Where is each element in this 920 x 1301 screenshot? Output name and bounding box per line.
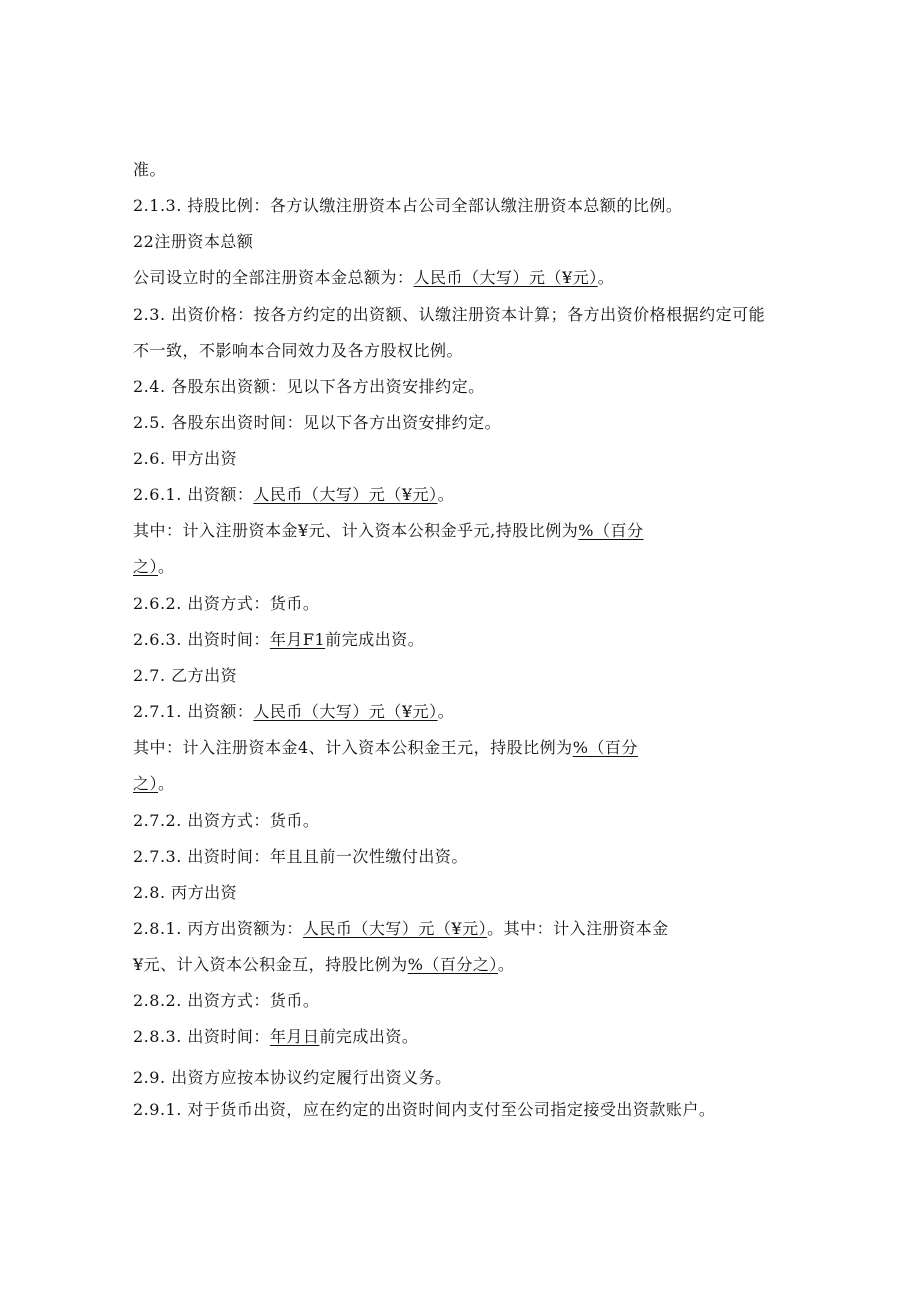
blank-field: %（百分 <box>578 521 644 540</box>
line-text: 2.7.1. 出资额： <box>133 702 254 721</box>
line-text: 。其中：计入注册资本金 <box>487 919 669 938</box>
section-heading: 22注册资本总额 <box>133 232 254 251</box>
text-line-13 <box>133 594 319 614</box>
line-text: 2.4. 各股东出资额：见以下各方出资安排约定。 <box>133 377 485 396</box>
text-line-17 <box>133 738 638 758</box>
blank-field: %（百分之） <box>407 955 498 974</box>
line-text: 其中：计入注册资本金¥元、计入资本公积金乎元,持股比例为 <box>133 521 579 540</box>
text-line-22 <box>133 919 669 939</box>
blank-field: 年月F1 <box>269 630 326 649</box>
text-line-21 <box>133 883 237 903</box>
text-line-1 <box>133 160 166 180</box>
line-text: 2.8.3. 出资时间： <box>133 1027 270 1046</box>
text-line-16 <box>133 702 454 722</box>
line-text: 2.8.2. 出资方式：货币。 <box>133 991 320 1010</box>
text-line-8 <box>133 413 501 433</box>
text-line-11 <box>133 521 644 541</box>
text-line-19 <box>133 811 319 831</box>
text-line-14 <box>133 630 424 650</box>
line-text: 。 <box>437 702 455 721</box>
text-line-26 <box>133 1068 452 1088</box>
text-line-3 <box>133 232 253 252</box>
blank-field: 之） <box>133 557 159 576</box>
text-line-2 <box>133 196 682 216</box>
line-text: 前完成出资。 <box>319 1027 419 1046</box>
blank-field: 人民币（大写）元（¥元） <box>413 268 598 287</box>
blank-field: 年月日 <box>269 1027 320 1046</box>
text-line-10 <box>133 485 454 505</box>
blank-field: %（百分 <box>572 738 638 757</box>
line-text: 。 <box>437 485 455 504</box>
line-text: 2.1.3. 持股比例：各方认缴注册资本占公司全部认缴注册资本总额的比例。 <box>133 196 683 215</box>
line-text: 其中：计入注册资本金4、计入资本公积金王元，持股比例为 <box>133 738 573 757</box>
line-text: 2.6.1. 出资额： <box>133 485 254 504</box>
text-line-7 <box>133 377 485 397</box>
text-line-5 <box>133 305 765 325</box>
text-line-15 <box>133 666 237 686</box>
line-text: 。 <box>497 955 515 974</box>
text-line-6 <box>133 341 463 361</box>
text-line-23 <box>133 955 514 975</box>
text-line-4 <box>133 268 614 288</box>
text-line-12 <box>133 557 175 577</box>
line-text: 准。 <box>133 160 167 179</box>
line-text: 2.5. 各股东出资时间：见以下各方出资安排约定。 <box>133 413 502 432</box>
text-line-27 <box>133 1100 715 1120</box>
blank-field: 人民币（大写）元（¥元） <box>253 485 438 504</box>
section-heading: 2.6. 甲方出资 <box>133 449 238 468</box>
text-line-25 <box>133 1027 418 1047</box>
line-text: 公司设立时的全部注册资本金总额为： <box>133 268 414 287</box>
line-text: 。 <box>158 557 175 576</box>
line-text: 2.9. 出资方应按本协议约定履行出资义务。 <box>133 1068 452 1087</box>
text-line-18 <box>133 774 175 794</box>
line-text: 2.6.3. 出资时间： <box>133 630 270 649</box>
section-heading: 2.7. 乙方出资 <box>133 666 238 685</box>
line-text: 2.3. 出资价格：按各方约定的出资额、认缴注册资本计算；各方出资价格根据约定可能 <box>133 305 766 324</box>
text-line-24 <box>133 991 319 1011</box>
section-heading: 2.8. 丙方出资 <box>133 883 238 902</box>
line-text: 2.9.1. 对于货币出资，应在约定的出资时间内支付至公司指定接受出资款账户。 <box>133 1100 716 1119</box>
blank-field: 之） <box>133 774 159 793</box>
line-text: 2.7.2. 出资方式：货币。 <box>133 811 320 830</box>
text-line-20 <box>133 847 468 867</box>
text-line-9 <box>133 449 237 469</box>
blank-field: 人民币（大写）元（¥元） <box>302 919 488 938</box>
line-text: 2.7.3. 出资时间：年且且前一次性缴付出资。 <box>133 847 468 866</box>
line-text: ¥元、计入资本公积金互，持股比例为 <box>133 955 408 974</box>
line-text: 前完成出资。 <box>325 630 425 649</box>
line-text: 。 <box>158 774 175 793</box>
blank-field: 人民币（大写）元（¥元） <box>253 702 438 721</box>
line-text: 不一致，不影响本合同效力及各方股权比例。 <box>133 341 464 360</box>
line-text: 。 <box>597 268 615 287</box>
line-text: 2.6.2. 出资方式：货币。 <box>133 594 320 613</box>
line-text: 2.8.1. 丙方出资额为： <box>133 919 303 938</box>
